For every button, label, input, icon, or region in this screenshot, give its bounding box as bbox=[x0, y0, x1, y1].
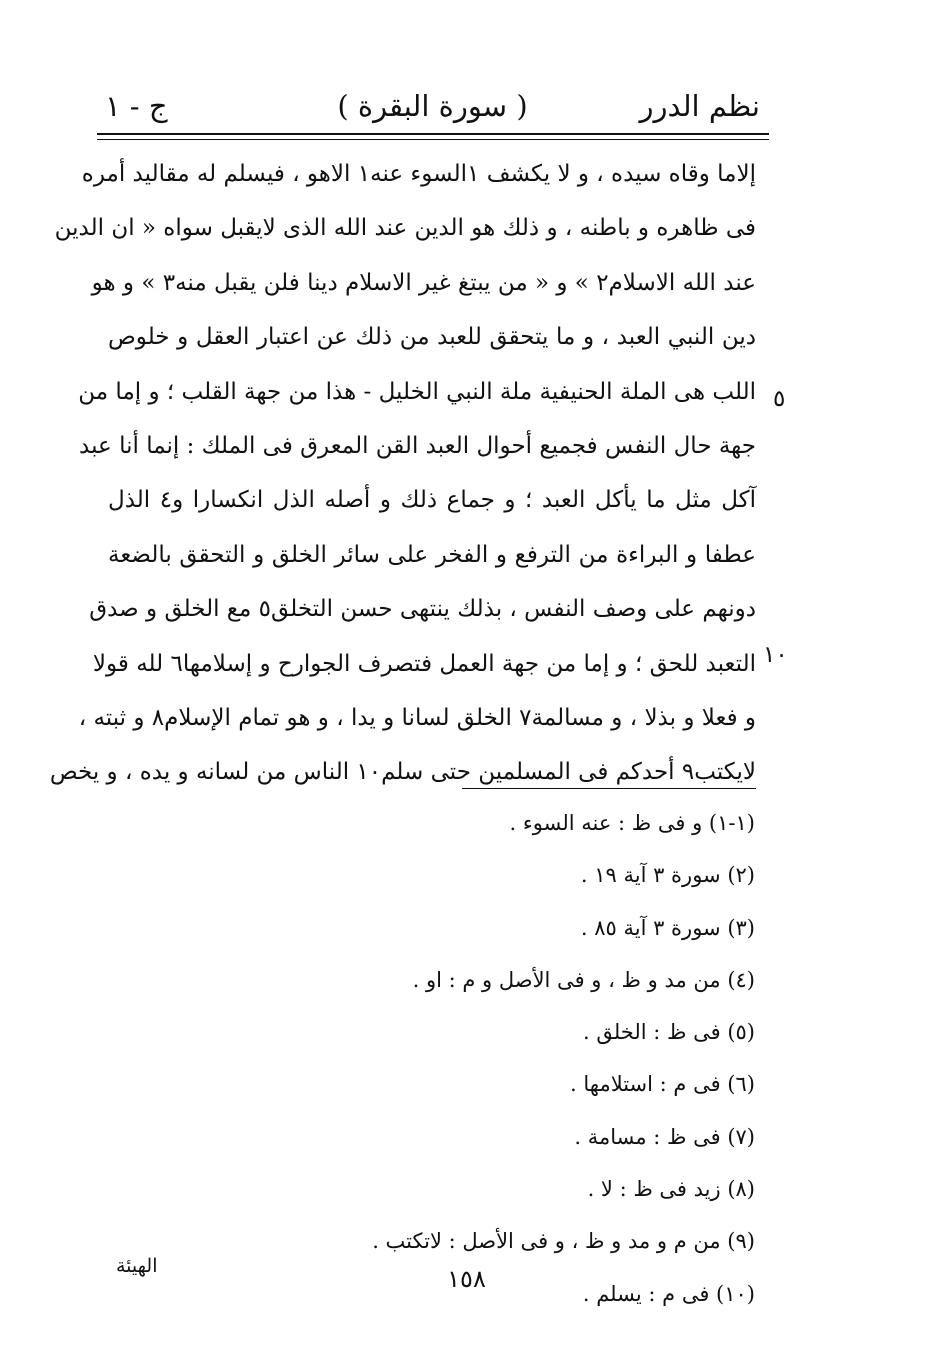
line-number-10: ١٠ bbox=[763, 642, 788, 668]
footnote: (٢) سورة ٣ آية ١٩ . bbox=[580, 863, 755, 888]
book-title: نظم الدرر bbox=[639, 89, 760, 123]
line-number-5: ٥ bbox=[773, 386, 786, 412]
text-line: جهة حال النفس فجميع أحوال العبد القن المعرق فى الملك : إنما أنا عبد bbox=[79, 432, 756, 459]
text-line: آكل مثل ما يأكل العبد ؛ و جماع ذلك و أصله الذل انكسارا و٤ الذل bbox=[108, 487, 757, 514]
footnote: (٥) فى ظ : الخلق . bbox=[582, 1020, 755, 1045]
chapter-title: ( سورة البقرة ) bbox=[337, 89, 528, 123]
running-header bbox=[105, 82, 760, 132]
footnote: (١٠) فى م : يسلم . bbox=[582, 1281, 755, 1306]
main-text bbox=[49, 147, 757, 800]
footnote: (٣) سورة ٣ آية ٨٥ . bbox=[580, 915, 755, 940]
footnote: (٧) فى ظ : مسامة . bbox=[574, 1124, 755, 1149]
footnotes bbox=[275, 797, 755, 1320]
text-line: عند الله الاسلام٢ » و « من يبتغ غير الاسلام دينا فلن يقبل منه٣ » و هو bbox=[91, 269, 756, 296]
page-number: ١٥٨ bbox=[447, 1265, 486, 1293]
text-line: لايكتب٩ أحدكم فى المسلمين حتى سلم١٠ الناس من لسانه و يده ، و يخص bbox=[49, 759, 756, 786]
text-line: عطفا و البراءة من الترفع و الفخر على سائر الخلق و التحقق بالضعة bbox=[108, 541, 756, 568]
footnote: (٩) من م و مد و ظ ، و فى الأصل : لاتكتب . bbox=[372, 1229, 755, 1254]
header-rule-thin bbox=[97, 139, 769, 140]
footnote: (٨) زيد فى ظ : لا . bbox=[587, 1177, 755, 1202]
publisher-signature: الهيئة bbox=[116, 1255, 158, 1277]
volume-label: ج - ١ bbox=[105, 89, 168, 123]
footnote-separator bbox=[462, 788, 756, 789]
footnote: (٤) من مد و ظ ، و فى الأصل و م : او . bbox=[412, 967, 755, 992]
text-line: إلاما وقاه سيده ، و لا يكشف ١السوء عنه١ الاهو ، فيسلم له مقاليد أمره bbox=[81, 161, 756, 187]
text-line: التعبد للحق ؛ و إما من جهة العمل فتصرف الجوارح و إسلامها٦ لله قولا bbox=[92, 650, 756, 677]
text-line: اللب هى الملة الحنيفية ملة النبي الخليل - هذا من جهة القلب ؛ و إما من bbox=[78, 378, 756, 405]
footnote: (٦) فى م : استلامها . bbox=[570, 1072, 755, 1097]
footnote: (١-١) و فى ظ : عنه السوء . bbox=[509, 811, 755, 835]
header-rule-thick bbox=[97, 133, 769, 135]
text-line: و فعلا و بذلا ، و مسالمة٧ الخلق لسانا و يدا ، و هو تمام الإسلام٨ و ثبته ، bbox=[78, 704, 756, 731]
text-line: دونهم على وصف النفس ، بذلك ينتهى حسن التخلق٥ مع الخلق و صدق bbox=[89, 596, 756, 623]
text-line: دين النبي العبد ، و ما يتحقق للعبد من ذلك عن اعتبار العقل و خلوص bbox=[108, 324, 756, 351]
text-line: فى ظاهره و باطنه ، و ذلك هو الدين عند الله الذى لايقبل سواه « ان الدين bbox=[54, 215, 756, 242]
